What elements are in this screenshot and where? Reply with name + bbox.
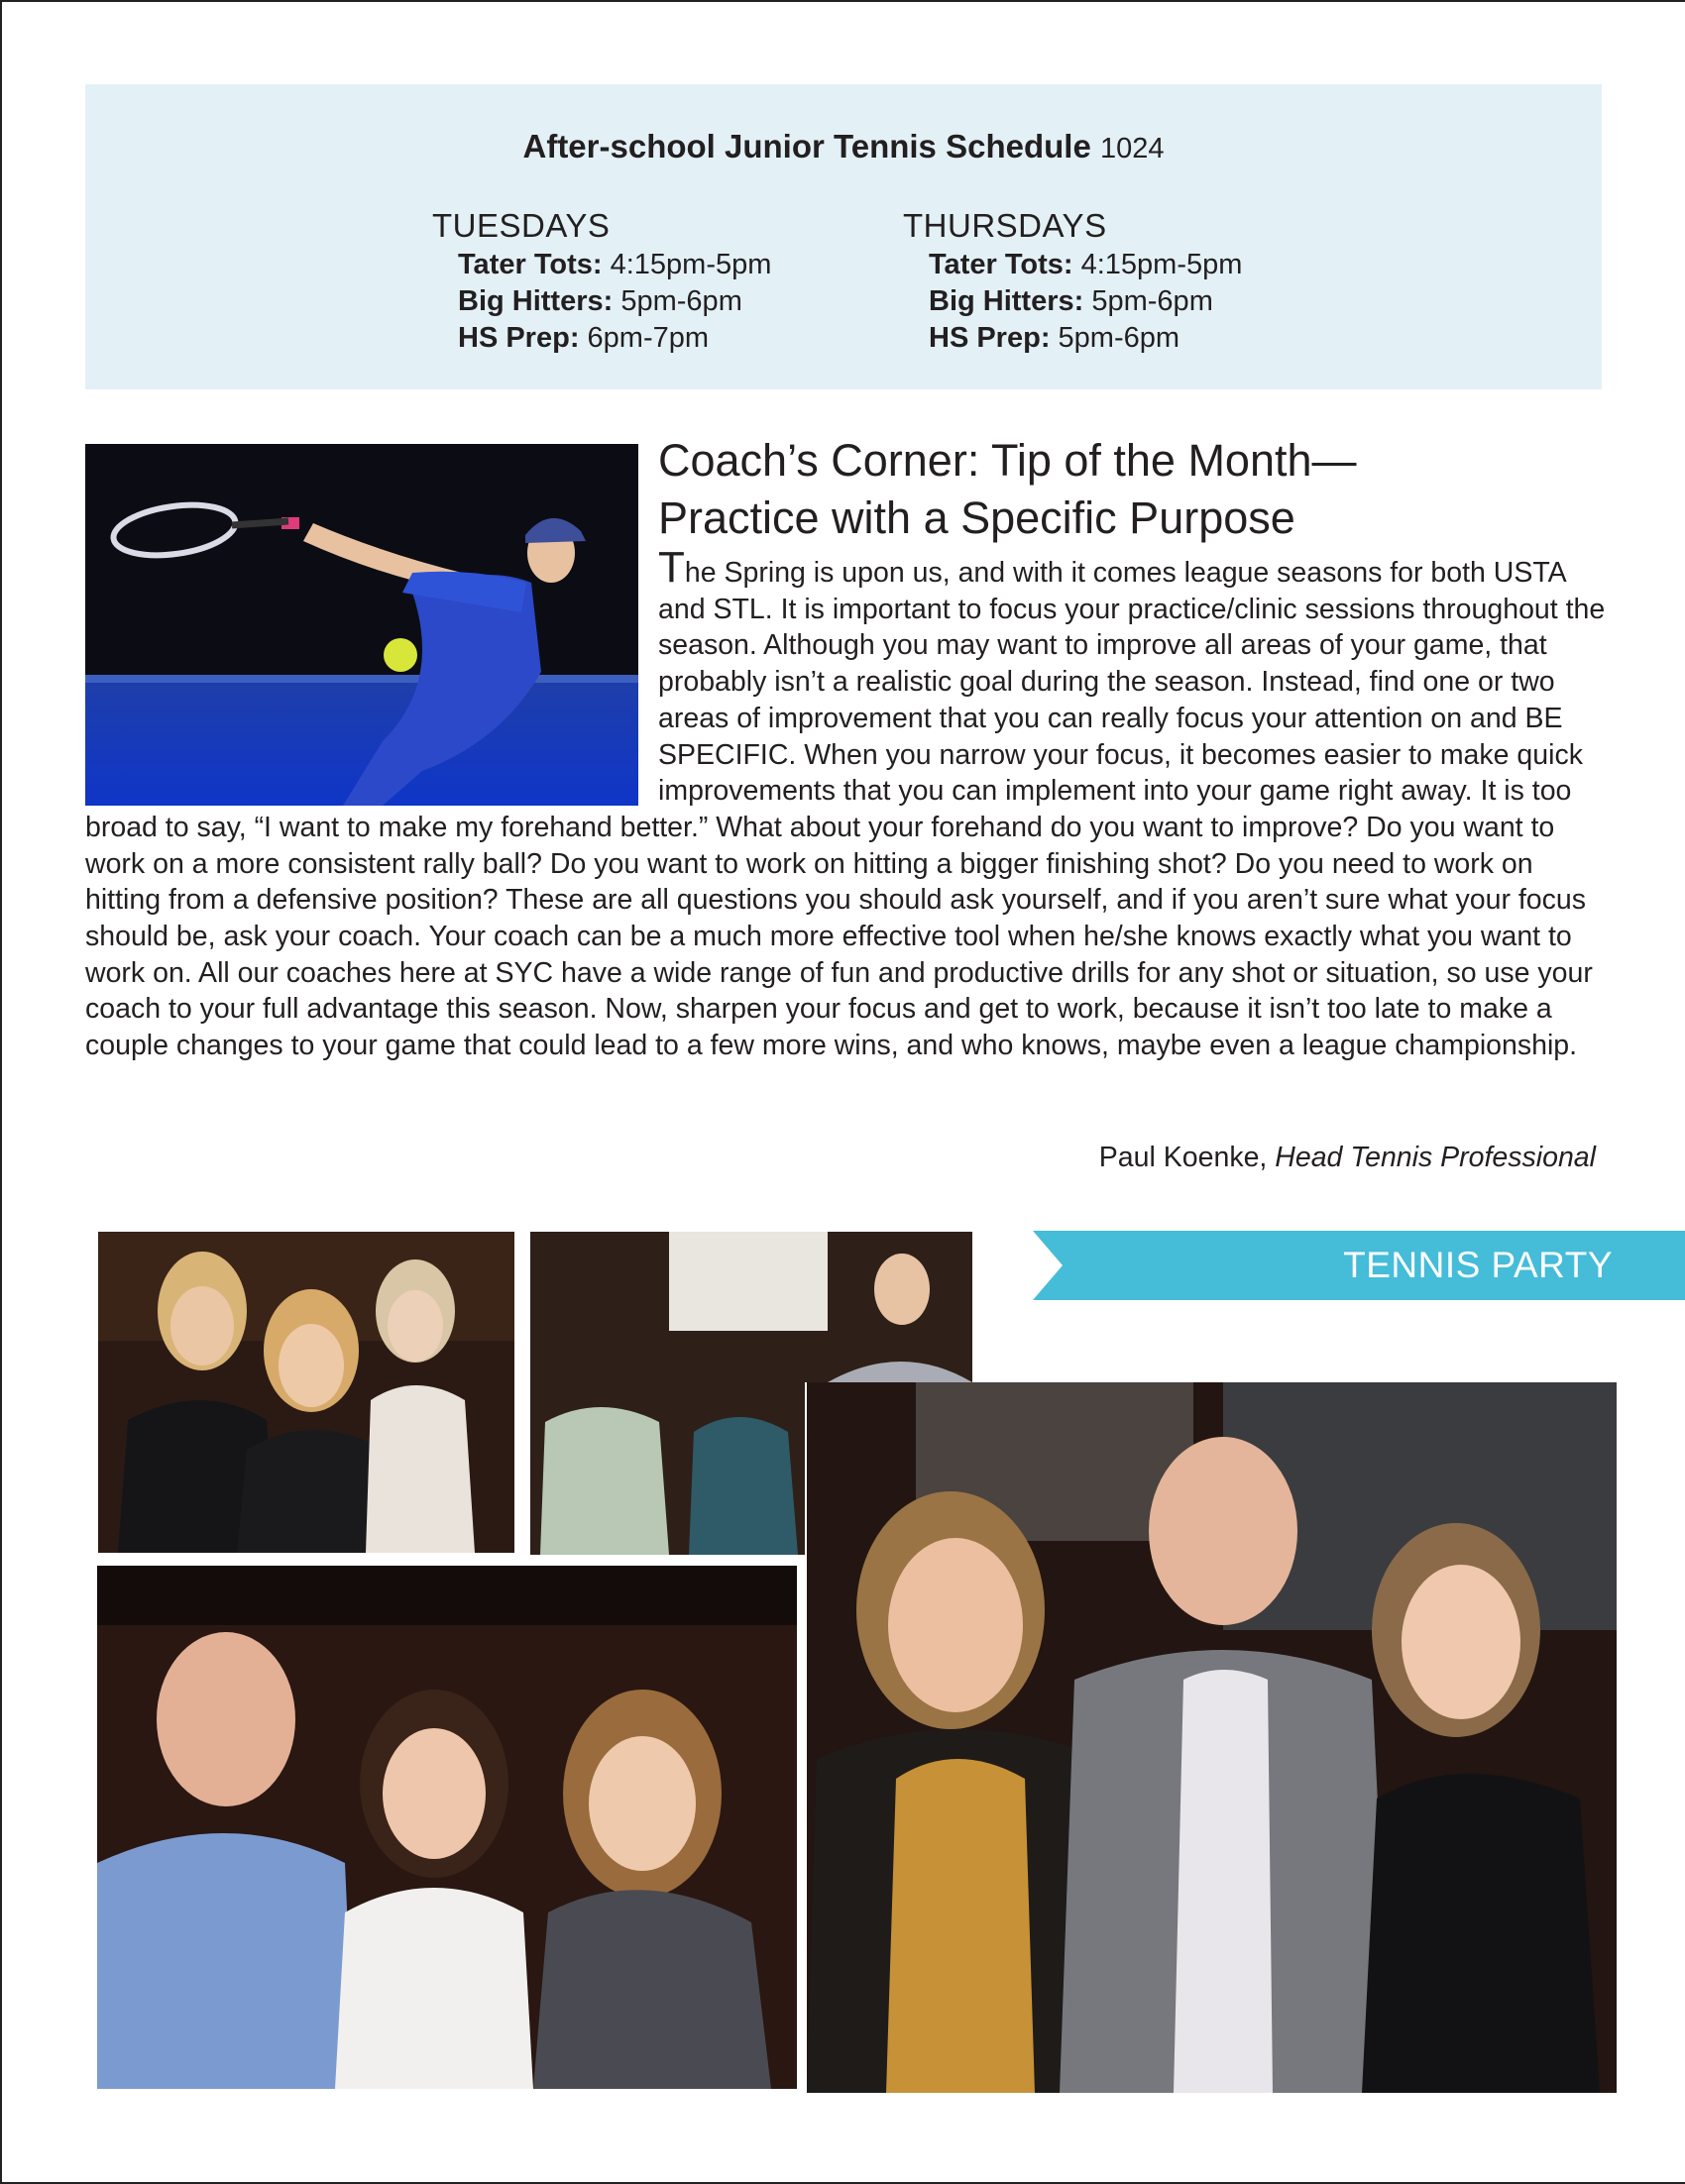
- party-photo-three-women: [98, 1232, 514, 1553]
- slot-label: Tater Tots:: [458, 249, 603, 280]
- party-photo-man-two-women-bar: [807, 1382, 1617, 2093]
- schedule-slot: [929, 320, 1242, 357]
- schedule-slot: [458, 247, 771, 283]
- schedule-box: [85, 84, 1602, 389]
- party-photo-illustration: [807, 1382, 1617, 2093]
- schedule-title: [85, 128, 1602, 165]
- schedule-slot: [929, 283, 1242, 320]
- slot-label: HS Prep:: [458, 322, 580, 354]
- slot-label: HS Prep:: [929, 322, 1051, 354]
- party-photo-man-two-women: [97, 1566, 797, 2089]
- slot-time: 4:15pm-5pm: [610, 249, 772, 280]
- party-photo-illustration: [97, 1566, 797, 2089]
- party-photo-group-top: [530, 1232, 972, 1382]
- slot-time: 5pm-6pm: [1091, 285, 1213, 317]
- schedule-code: 1024: [1099, 133, 1165, 164]
- party-photo-couple: [530, 1382, 805, 1555]
- tennis-party-banner: [1033, 1231, 1685, 1300]
- photo-wrap-space: [85, 553, 658, 809]
- schedule-slot: [929, 247, 1242, 283]
- article-byline: [1099, 1142, 1596, 1174]
- article-dropcap: T: [658, 543, 685, 592]
- schedule-day-thursdays: [903, 207, 1242, 357]
- author-name: Paul Koenke,: [1098, 1142, 1268, 1173]
- schedule-slot: [458, 320, 771, 357]
- day-name: THURSDAYS: [903, 207, 1107, 244]
- slot-time: 5pm-6pm: [1058, 322, 1180, 354]
- slot-label: Tater Tots:: [929, 249, 1073, 280]
- party-photo-illustration: [530, 1232, 972, 1382]
- slot-time: 4:15pm-5pm: [1080, 249, 1243, 280]
- slot-label: Big Hitters:: [929, 285, 1084, 317]
- schedule-title-text: After-school Junior Tennis Schedule: [522, 128, 1091, 164]
- day-name: TUESDAYS: [432, 207, 611, 244]
- coach-corner-article: [85, 543, 1607, 1064]
- coach-corner-title-line1: Coach’s Corner: Tip of the Month—: [658, 435, 1357, 486]
- article-body: he Spring is upon us, and with it comes league seasons for both USTA and STL. It is important to focus your practice/clinic sessions throughout the season. Although you may want to improve all areas of your game, that probably isn’t a realistic goal during the season. Instead, find one or two areas of improvement that you can really focus your attention on and BE SPECIFIC. When you narrow your focus, it becomes easier to make quick improvements that you can implement into your game right away. It is too broad to say, “I want to make my forehand better.” What about your forehand do you want to improve? Do you want to work on a more consistent rally ball? Do you want to work on hitting a bigger finishing shot? Do you need to work on hitting from a defensive position? These are all questions you should ask yourself, and if you aren’t sure what your focus should be, ask your coach. Your coach can be a much more effective tool when he/she knows exactly what you want to work on. All our coaches here at SYC have a wide range of fun and productive drills for any shot or situation, so use your coach to your full advantage this season. Now, sharpen your focus and get to work, because it isn’t too late to make a couple changes to your game that could lead to a few more wins, and who knows, maybe even a league championship.: [85, 557, 1606, 1062]
- schedule-slot: [458, 283, 771, 320]
- party-photo-illustration: [98, 1232, 514, 1553]
- coach-corner-title-line2: Practice with a Specific Purpose: [658, 492, 1295, 543]
- banner-label: TENNIS PARTY: [1343, 1245, 1613, 1285]
- author-title: Head Tennis Professional: [1275, 1142, 1596, 1173]
- slot-time: 5pm-6pm: [620, 285, 742, 317]
- party-photo-illustration: [530, 1382, 805, 1555]
- slot-label: Big Hitters:: [458, 285, 614, 317]
- coach-corner-title: [658, 432, 1610, 547]
- schedule-day-tuesdays: [432, 207, 771, 357]
- slot-time: 6pm-7pm: [587, 322, 710, 354]
